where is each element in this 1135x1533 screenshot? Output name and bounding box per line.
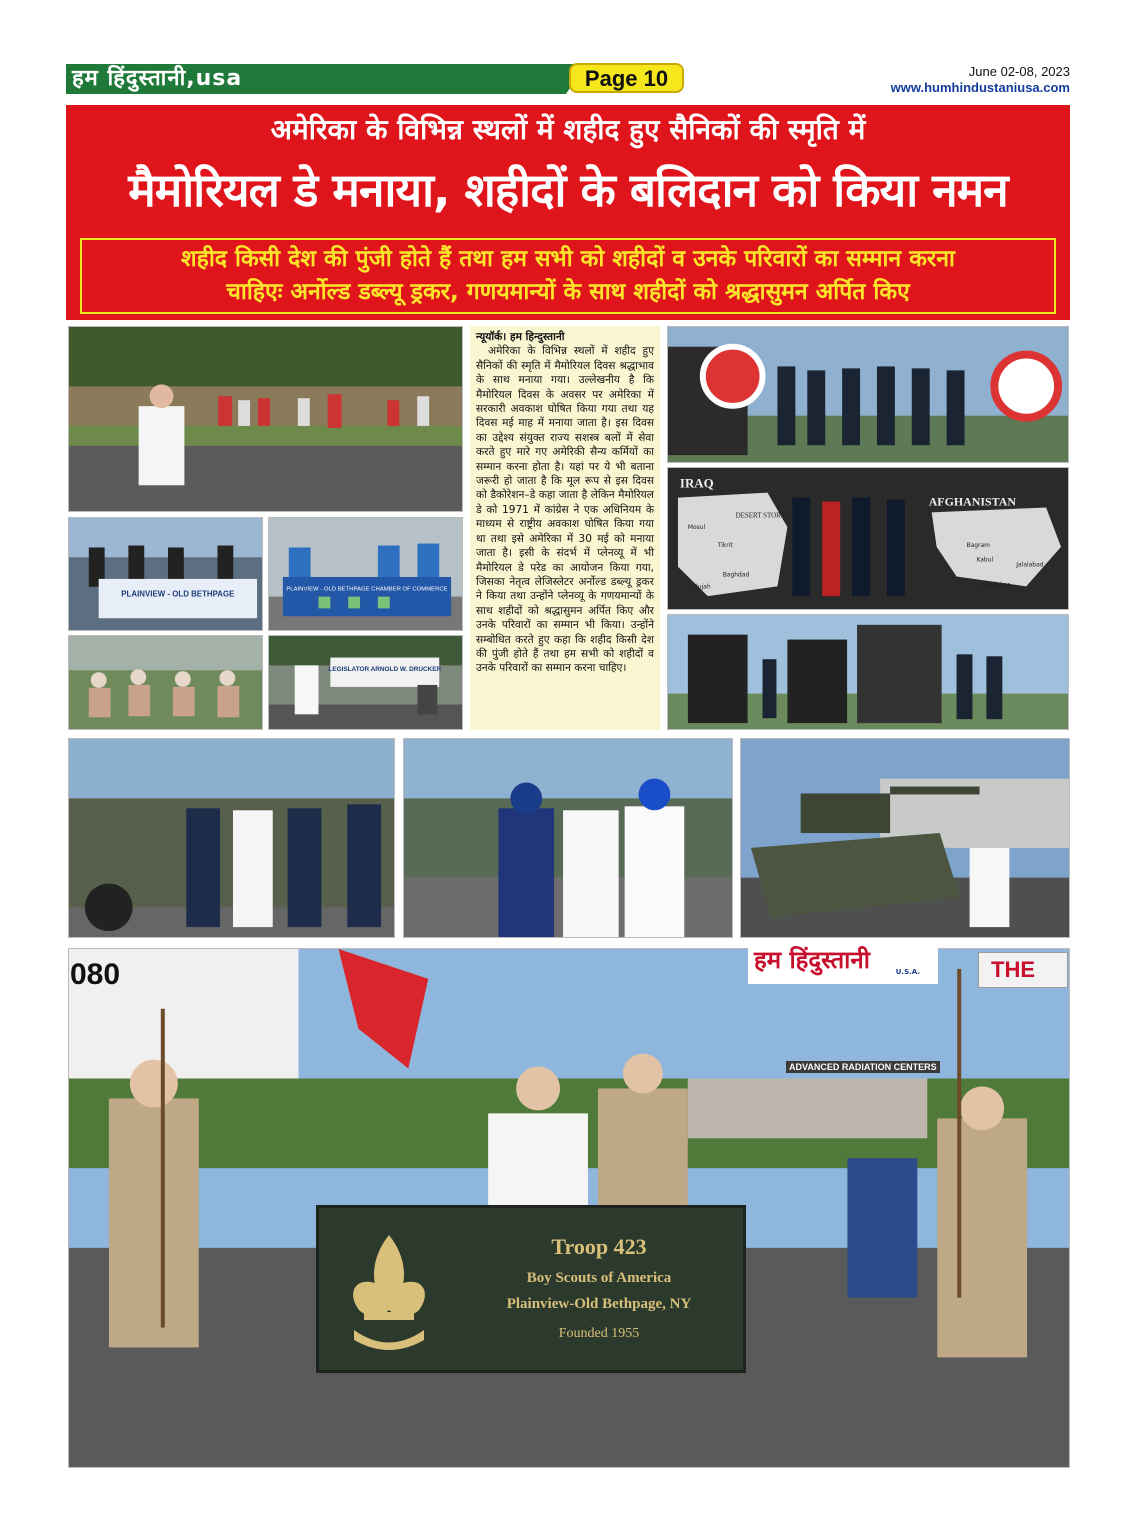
fleur-de-lis-icon (339, 1230, 439, 1360)
logo-name: हम हिंदुस्तानी (754, 946, 870, 974)
map-city-kabul: Kabul (976, 556, 994, 564)
map-iraq-label: IRAQ (679, 476, 714, 491)
photo-armored-vehicle (740, 738, 1070, 938)
article-dateline: न्यूयॉर्क। हम हिन्दुस्तानी (476, 331, 565, 343)
subheadline (90, 243, 1046, 309)
map-city-bagram: Bagram (966, 541, 990, 549)
map-city-kandahar: Kandahar (981, 581, 1011, 589)
photo-legislator-banner (268, 635, 463, 730)
photo-memorial-speech (667, 614, 1069, 730)
drucker-banner-text: LEGISLATOR ARNOLD W. DRUCKER (328, 666, 442, 674)
store-sign: ADVANCED RADIATION CENTERS (786, 1061, 940, 1073)
map-city-mosul: Mosul (687, 524, 706, 532)
article-body: अमेरिका के विभिन्न स्थलों में शहीद हुए सैनिकों की स्मृति में मैमोरियल दिवस श्रद्धाभाव के साथ मनाया गया। उल्लेखनीय है कि मैमोरियल दिवस के अवसर पर अमेरिका में सरकारी अवकाश घोषित किया गया तथा यह दिवस मई माह में मनाया जाता है। इस दिवस का उद्देश्य संयुक्त राज्य सशस्त्र बलों में सेवा करते हुए मारे गए अमेरिकी सैन्य कर्मियों का सम्मान करना होता है। यहां पर ये भी बताना जरूरी हो जाता है कि मूल रूप से इस दिवस को डैकोरेशन–डे कहा जाता है लेकिन मैमोरियल डे को 1971 में कांग्रेस ने एक अधिनियम के माध्यम से राष्ट्रीय अवकाश घोषित किया गया था तथा इसे अमेरिका में 30 मई को मनाया जाता है। इसी के संदर्भ में प्लेनव्यू में भी मैमोरियल डे परेड का आयोजन किया गया, जिसका नेतृत्व लेजिस्लेटर अर्नोल्ड डब्ल्यू ड्रकर ने किया तथा उन्होंने प्लेनव्यू के गणयमान्यों के साथ शहीदों को श्रद्धासुमन अर्पित किए और उनके परिवारों का सम्मान भी किया। उन्होंने सम्बोधित करते हुए कहा कि शहीद किसी देश की पुंजी होते हैं तथा हम सभी को शहीदों व उनके परिवारों का सम्मान करना चाहिए। (476, 345, 654, 675)
photo-chamber-banner (268, 517, 463, 631)
logo-usa: U.S.A. (895, 968, 920, 976)
sign-board-text: THE (991, 957, 1035, 982)
photo-seniors (68, 635, 263, 730)
troop-location: Plainview-Old Bethpage, NY (506, 1296, 692, 1312)
page-number-badge: Page 10 (569, 63, 684, 93)
photo-sikh-guests (403, 738, 733, 938)
photo-war-memorial-maps (667, 467, 1069, 610)
subheadline-line-2: चाहिएः अर्नोल्ड डब्ल्यू ड्रकर, गणयमान्यों के साथ शहीदों को श्रद्धासुमन अर्पित किए (226, 279, 910, 305)
troop-number: Troop 423 (551, 1234, 647, 1259)
photo-parade-crowd (68, 326, 463, 512)
masthead-title: हम हिंदुस्तानी,usa (72, 66, 243, 91)
troop-banner (316, 1205, 746, 1373)
photo-school-band (68, 517, 263, 631)
chamber-banner-text: PLAINVIEW - OLD BETHPAGE CHAMBER OF COMMERCE (286, 586, 448, 593)
headline-title: मैमोरियल डे मनाया, शहीदों के बलिदान को किया नमन (128, 163, 1008, 217)
troop-motto: BE PREPARED (370, 1330, 414, 1336)
newspaper-logo (748, 942, 938, 984)
map-city-tikrit: Tikrit (717, 541, 733, 549)
issue-date: June 02-08, 2023 (968, 64, 1070, 79)
article-column (470, 326, 660, 730)
map-city-baghdad: Baghdad (722, 571, 750, 579)
troop-org: Boy Scouts of America (526, 1270, 672, 1286)
website-link[interactable]: www.humhindustaniusa.com (890, 80, 1070, 95)
headline-kicker: अमेरिका के विभिन्न स्थलों में शहीद हुए सैनिकों की स्मृति में (270, 113, 866, 146)
photo-wreath-ceremony (667, 326, 1069, 463)
subheadline-line-1: शहीद किसी देश की पुंजी होते हैं तथा हम सभी को शहीदों व उनके परिवारों का सम्मान करना (180, 246, 955, 272)
sign-number: 080 (70, 958, 121, 991)
troop-founded: Founded 1955 (558, 1326, 640, 1341)
map-desert-storm-label: DESERT STORM (735, 512, 787, 520)
map-afghanistan-label: AFGHANISTAN (928, 494, 1016, 509)
map-city-jalalabad: Jalalabad (1016, 561, 1044, 569)
map-city-fallujah: Fallujah (687, 583, 711, 591)
school-banner-text: PLAINVIEW - OLD BETHPAGE (121, 589, 235, 599)
sign-board (978, 952, 1068, 988)
photo-vintage-truck (68, 738, 395, 938)
